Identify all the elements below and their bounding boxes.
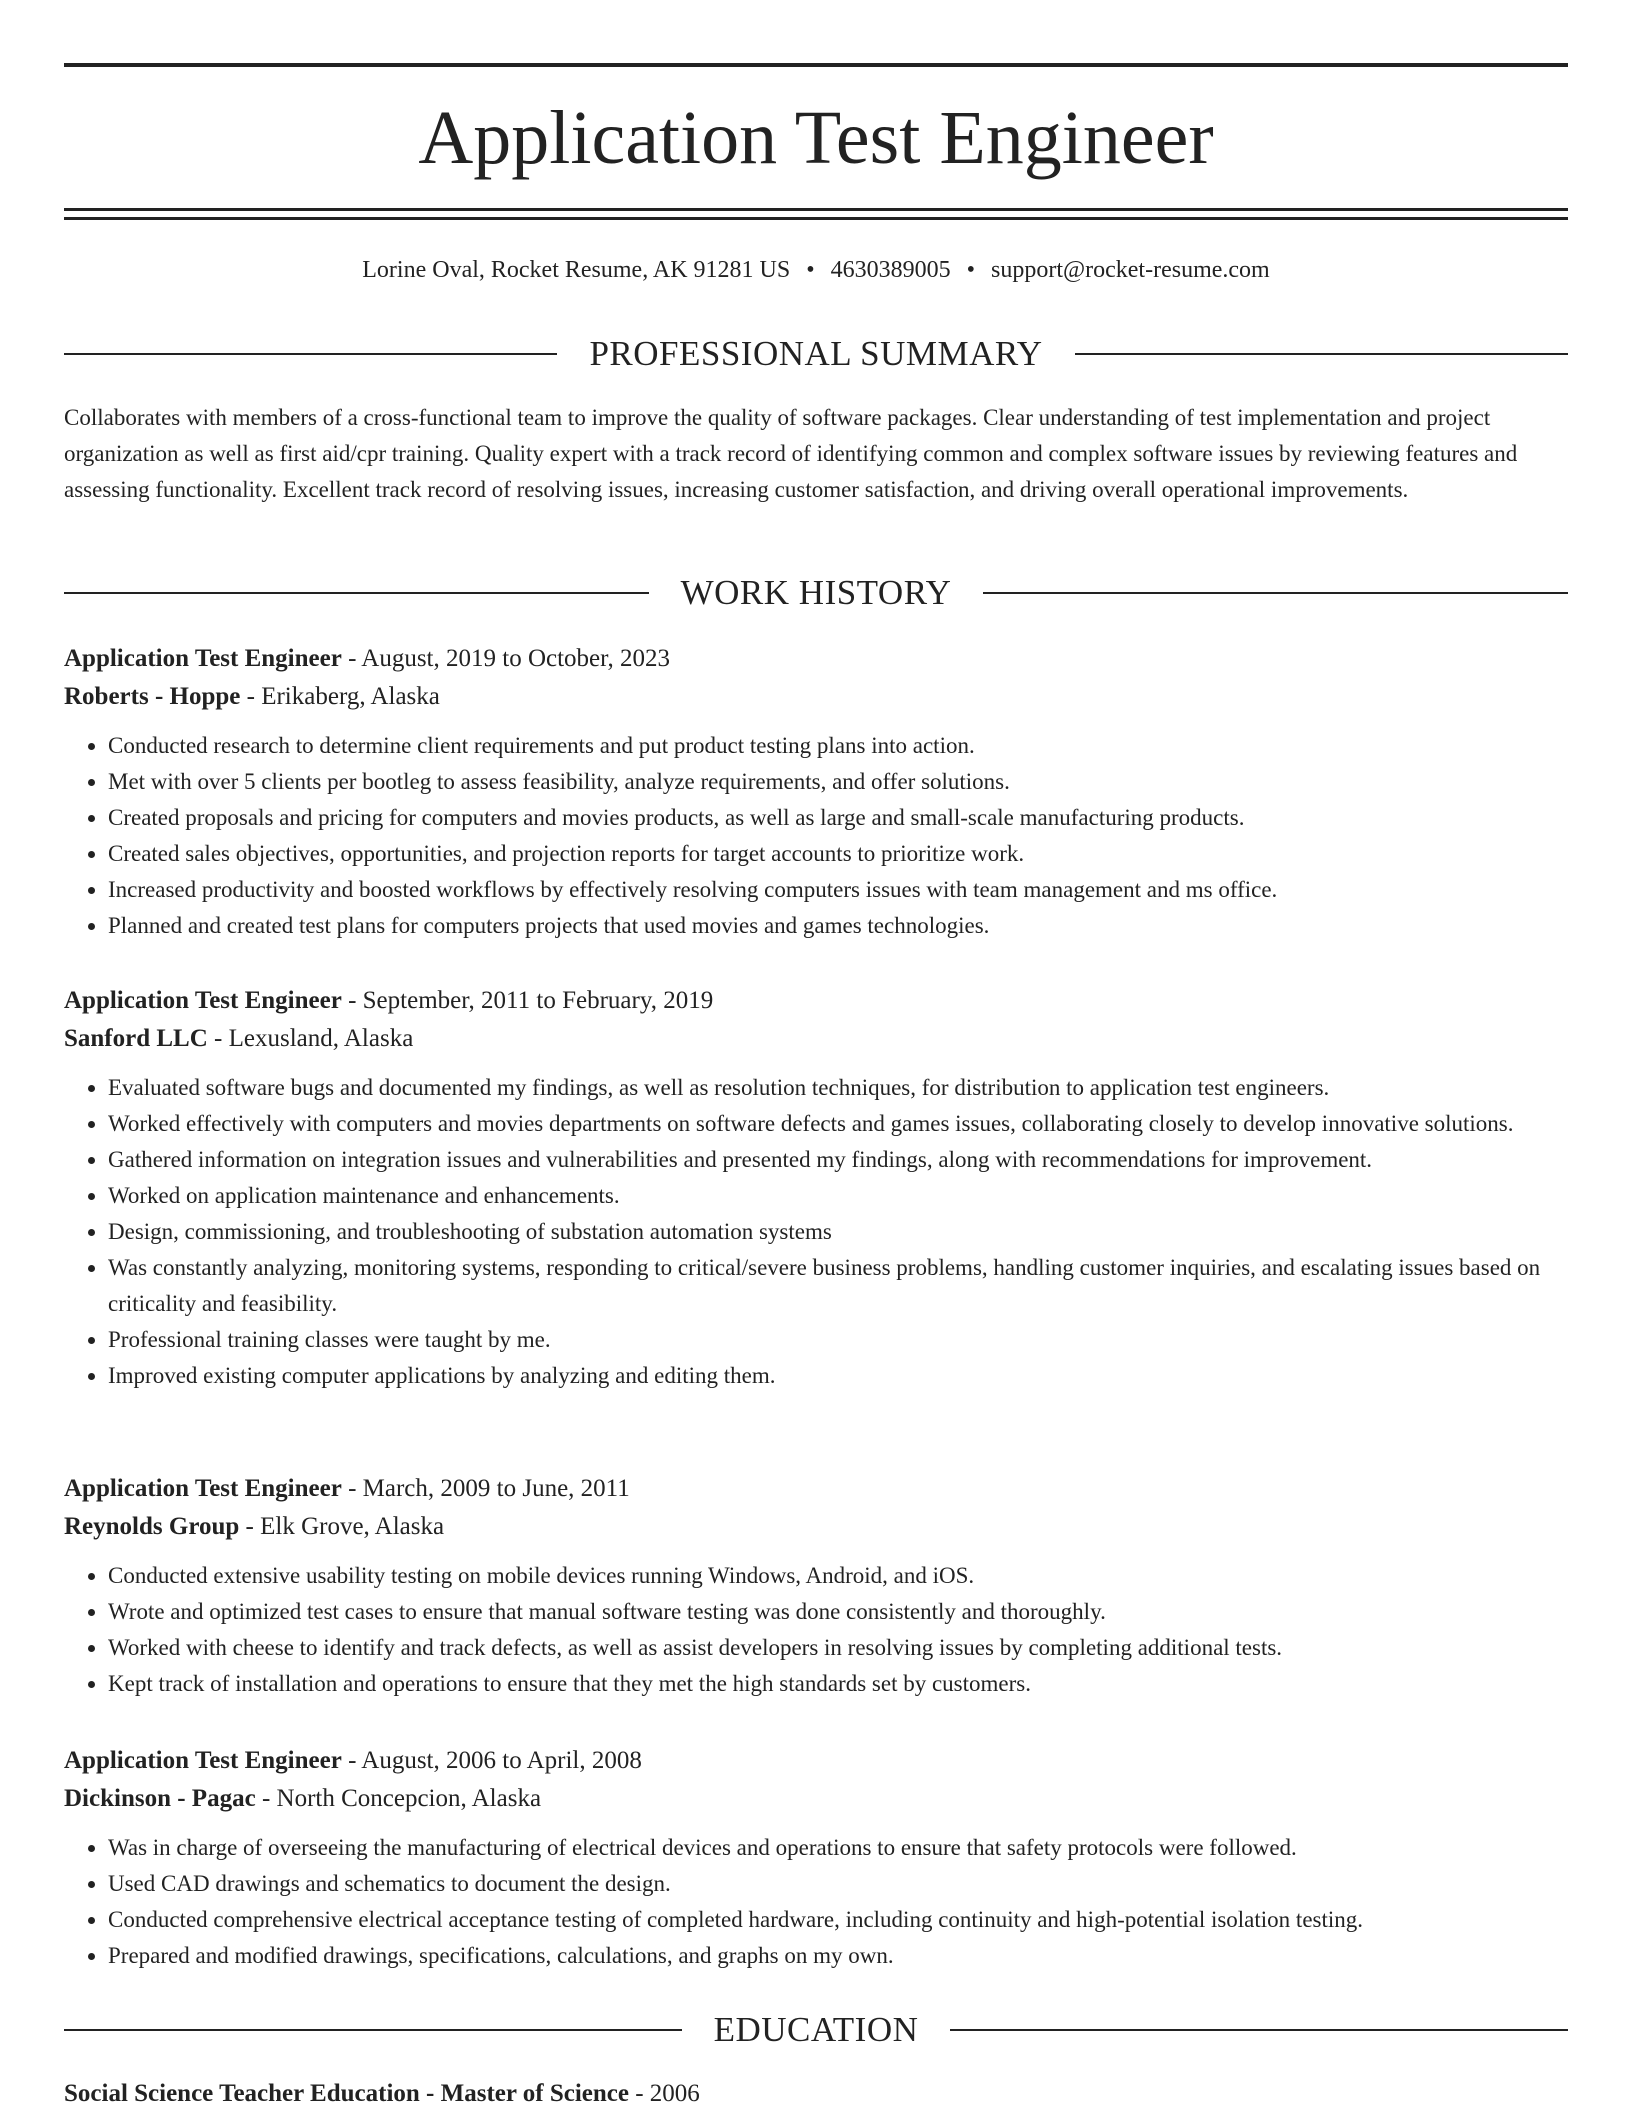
contact-separator: • [806, 257, 815, 283]
section-title-work: WORK HISTORY [680, 573, 952, 612]
section-rule-right [1075, 353, 1568, 355]
job-bullet: • Used CAD drawings and schematics to document the design. [108, 1866, 1568, 1902]
contact-line [64, 253, 1568, 287]
job-bullet: • Planned and created test plans for computers projects that used movies and games technologies. [108, 908, 1568, 944]
job-title-line [64, 982, 1568, 1020]
job-bullet: • Worked on application maintenance and enhancements. [108, 1178, 1568, 1214]
job-bullet: • Increased productivity and boosted workflows by effectively resolving computers issues with team management and ms office. [108, 872, 1568, 908]
contact-email: support@rocket-resume.com [991, 257, 1270, 283]
section-rule-left [64, 592, 649, 594]
job-bullet: • Was in charge of overseeing the manufacturing of electrical devices and operations to ensure that safety protocols were followed. [108, 1830, 1568, 1866]
job-dates: - August, 2019 to October, 2023 [341, 645, 670, 672]
summary-text: Collaborates with members of a cross-functional team to improve the quality of software packages. Clear understanding of test implementation and project organization as well as first aid/cpr training. Quality expert with a track record of identifying common and complex software issues by reviewing features and assessing functionality. Excellent track record of resolving issues, increasing customer satisfaction, and driving overall operational improvements. [64, 405, 1518, 502]
job-company: Sanford LLC [64, 1025, 208, 1052]
job-bullet: • Kept track of installation and operations to ensure that they met the high standards set by customers. [108, 1666, 1568, 1702]
section-header-work [64, 573, 1568, 613]
job-bullet: • Worked with cheese to identify and track defects, as well as assist developers in resolving issues by completing additional tests. [108, 1630, 1568, 1666]
job-entry [64, 640, 1568, 944]
job-location: - Elk Grove, Alaska [239, 1513, 445, 1540]
job-title-line [64, 1470, 1568, 1508]
job-bullet: • Professional training classes were taught by me. [108, 1322, 1568, 1358]
education-year: - 2006 [628, 2080, 700, 2107]
job-company-line [64, 1780, 1568, 1818]
job-bullet: • Created proposals and pricing for computers and movies products, as well as large and small-scale manufacturing products. [108, 800, 1568, 836]
job-bullet: • Conducted research to determine client requirements and put product testing plans into action. [108, 728, 1568, 764]
job-dates: - March, 2009 to June, 2011 [341, 1475, 630, 1502]
job-role: Application Test Engineer [64, 645, 342, 672]
job-bullets [64, 728, 1568, 944]
job-bullet: • Prepared and modified drawings, specifications, calculations, and graphs on my own. [108, 1938, 1568, 1974]
job-bullet: • Design, commissioning, and troubleshooting of substation automation systems [108, 1214, 1568, 1250]
job-bullet: • Was constantly analyzing, monitoring systems, responding to critical/severe business problems, handling customer inquiries, and escalating issues based on criticality and feasibility. [108, 1250, 1568, 1322]
job-entry [64, 1742, 1568, 1974]
resume-title: Application Test Engineer [418, 96, 1214, 180]
section-rule-right [950, 2029, 1568, 2031]
education-entry [64, 2075, 1568, 2113]
job-bullet: • Gathered information on integration issues and vulnerabilities and presented my findings, along with recommendations for improvement. [108, 1142, 1568, 1178]
job-entry [64, 982, 1568, 1394]
section-header-education [64, 2010, 1568, 2050]
section-rule-left [64, 2029, 682, 2031]
job-bullets [64, 1558, 1568, 1702]
section-rule-right [983, 592, 1568, 594]
section-title-summary: PROFESSIONAL SUMMARY [589, 334, 1043, 373]
job-entry [64, 1470, 1568, 1702]
job-bullet: • Conducted extensive usability testing on mobile devices running Windows, Android, and iOS. [108, 1558, 1568, 1594]
job-location: - Lexusland, Alaska [207, 1025, 414, 1052]
contact-phone: 4630389005 [830, 257, 951, 283]
section-rule-left [64, 353, 557, 355]
education-line [64, 2075, 1568, 2113]
job-company: Reynolds Group [64, 1513, 240, 1540]
job-bullet: • Conducted comprehensive electrical acceptance testing of completed hardware, including continuity and high-potential isolation testing. [108, 1902, 1568, 1938]
job-company: Roberts - Hoppe [64, 683, 241, 710]
job-bullets [64, 1070, 1568, 1394]
job-company-line [64, 678, 1568, 716]
job-role: Application Test Engineer [64, 987, 342, 1014]
job-company: Dickinson - Pagac [64, 1785, 256, 1812]
job-bullets [64, 1830, 1568, 1974]
job-bullet: • Met with over 5 clients per bootleg to assess feasibility, analyze requirements, and offer solutions. [108, 764, 1568, 800]
section-header-summary [64, 334, 1568, 374]
job-location: - Erikaberg, Alaska [240, 683, 440, 710]
job-title-line [64, 1742, 1568, 1780]
section-title-education: EDUCATION [713, 2010, 919, 2049]
job-company-line [64, 1508, 1568, 1546]
title-double-rule [64, 208, 1568, 220]
job-role: Application Test Engineer [64, 1475, 342, 1502]
job-company-line [64, 1020, 1568, 1058]
job-bullet: • Wrote and optimized test cases to ensure that manual software testing was done consistently and thoroughly. [108, 1594, 1568, 1630]
job-location: - North Concepcion, Alaska [255, 1785, 542, 1812]
job-bullet: • Improved existing computer applications by analyzing and editing them. [108, 1358, 1568, 1394]
contact-address: Lorine Oval, Rocket Resume, AK 91281 US [362, 257, 791, 283]
job-bullet: • Worked effectively with computers and movies departments on software defects and games issues, collaborating closely to develop innovative solutions. [108, 1106, 1568, 1142]
education-degree: Social Science Teacher Education - Master of Science [64, 2080, 629, 2107]
job-role: Application Test Engineer [64, 1747, 342, 1774]
top-rule [64, 63, 1568, 67]
contact-separator: • [966, 257, 976, 283]
job-bullet: • Created sales objectives, opportunities, and projection reports for target accounts to prioritize work. [108, 836, 1568, 872]
job-title-line [64, 640, 1568, 678]
job-dates: - September, 2011 to February, 2019 [341, 987, 714, 1014]
job-dates: - August, 2006 to April, 2008 [341, 1747, 642, 1774]
job-bullet: • Evaluated software bugs and documented my findings, as well as resolution techniques, for distribution to application test engineers. [108, 1070, 1568, 1106]
